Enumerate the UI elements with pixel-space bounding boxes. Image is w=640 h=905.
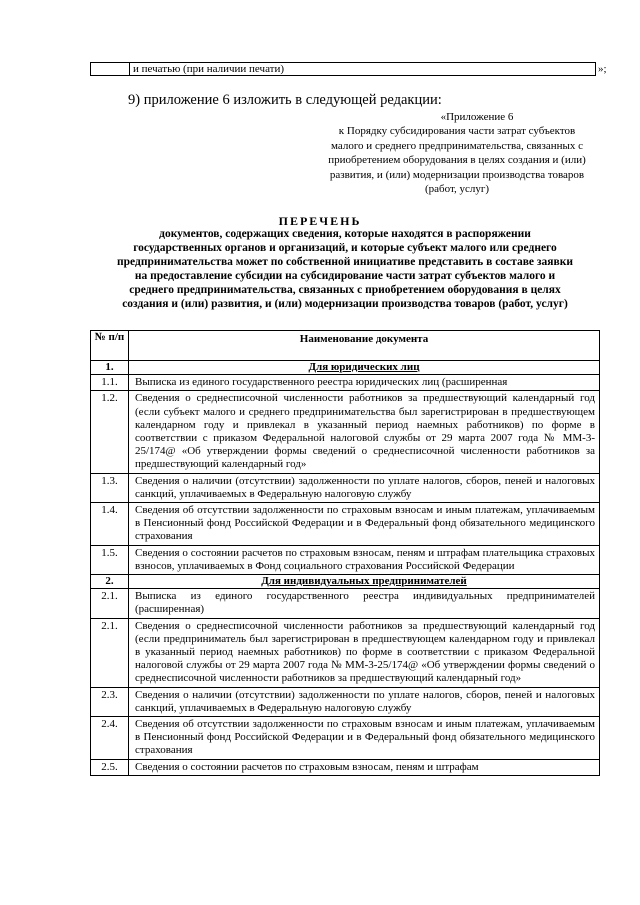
subtitle-line-6: создания и (или) развития, и (или) модернизации производства товаров (работ, услуг) bbox=[122, 297, 568, 310]
subtitle-line-4: на предоставление субсидии на субсидирование части затрат субъектов малого и bbox=[134, 269, 556, 282]
appendix-line-6: (работ, услуг) bbox=[424, 183, 490, 196]
row-text: Сведения о состоянии расчетов по страховым взносам, пеням и штрафам плательщика страховых взносов, уплачиваемых в Фонд социального страхования Российской Федерации bbox=[129, 545, 600, 574]
row-number: 2.5. bbox=[91, 759, 129, 775]
row-number: 1.3. bbox=[91, 473, 129, 502]
document-title: ПЕРЕЧЕНЬ bbox=[278, 214, 362, 228]
item-9-text: 9) приложение 6 изложить в следующей редакции: bbox=[128, 92, 442, 108]
row-number: 2.3. bbox=[91, 687, 129, 716]
subtitle-line-1: документов, содержащих сведения, которые находятся в распоряжении bbox=[159, 228, 531, 240]
documents-table bbox=[90, 330, 600, 776]
table-row bbox=[91, 717, 600, 760]
fragment-number-cell bbox=[91, 63, 130, 75]
appendix-line-3: малого и среднего предпринимательства, связанных с bbox=[330, 139, 584, 152]
fragment-closing-quote: »; bbox=[598, 63, 607, 75]
previous-table-fragment bbox=[90, 62, 596, 76]
row-text: Сведения о среднесписочной численности работников за предшествующий календарный год (если предприниматель был зарегистрирован в предшествующем календарном году и привлекал в указанный период наемных работников) по форме в соответствии с приказом Федеральной налоговой службы от 29 марта 2007 года № ММ-3-25/174@ «Об утверждении формы сведений о среднесписочной численности работников за предшествующий календарный год» bbox=[129, 618, 600, 687]
row-number: 1.2. bbox=[91, 391, 129, 473]
section-2-row bbox=[91, 575, 600, 589]
row-number: 2.1. bbox=[91, 589, 129, 618]
appendix-line-4: приобретением оборудования в целях создания и (или) bbox=[328, 154, 586, 167]
appendix-line-1: «Приложение 6 bbox=[440, 111, 514, 123]
document-subtitle bbox=[90, 228, 600, 311]
fragment-text: и печатью (при наличии печати) bbox=[133, 63, 285, 75]
row-number: 2.4. bbox=[91, 717, 129, 760]
subtitle-line-2: государственных органов и организаций, и которые субъект малого или среднего bbox=[133, 241, 557, 254]
appendix-line-2: к Порядку субсидирования части затрат субъектов bbox=[338, 125, 576, 138]
row-text: Выписка из единого государственного реестра юридических лиц (расширенная bbox=[129, 375, 600, 391]
table-row bbox=[91, 473, 600, 502]
table-row bbox=[91, 545, 600, 574]
table-row bbox=[91, 759, 600, 775]
row-number: 2.1. bbox=[91, 618, 129, 687]
table-row bbox=[91, 687, 600, 716]
table-row bbox=[91, 618, 600, 687]
row-number: 1.5. bbox=[91, 545, 129, 574]
section-1-number: 1. bbox=[91, 361, 129, 375]
table-row bbox=[91, 391, 600, 473]
table-header-row bbox=[91, 331, 600, 361]
row-text: Сведения об отсутствии задолженности по страховым взносам и иным платежам, уплачиваемым в Пенсионный фонд Российской Федерации и в Федеральный фонд обязательного медицинского страхования bbox=[129, 717, 600, 760]
row-text: Сведения о среднесписочной численности работников за предшествующий календарный год (если субъект малого и среднего предпринимательства был зарегистрирован в предшествующем календарном году и привлекал в указанный период наемных работников) по форме в соответствии с приказом Федеральной налоговой службы от 29 марта 2007 года № ММ-3-25/174@ «Об утверждении формы сведений о среднесписочной численности работников за предшествующий календарный год» bbox=[129, 391, 600, 473]
appendix-line-5: развития, и (или) модернизации производства товаров bbox=[329, 168, 585, 181]
row-text: Выписка из единого государственного реестра индивидуальных предпринимателей (расширенная) bbox=[129, 589, 600, 618]
section-2-number: 2. bbox=[91, 575, 129, 589]
section-1-title: Для юридических лиц bbox=[129, 361, 600, 375]
row-number: 1.4. bbox=[91, 503, 129, 546]
header-number: № п/п bbox=[91, 331, 129, 361]
row-text: Сведения о наличии (отсутствии) задолженности по уплате налогов, сборов, пеней и налоговых санкций, уплачиваемых в Федеральную налоговую службу bbox=[129, 687, 600, 716]
row-text: Сведения об отсутствии задолженности по страховым взносам и иным платежам, уплачиваемым в Пенсионный фонд Российской Федерации и в Федеральный фонд обязательного медицинского страхования bbox=[129, 503, 600, 546]
table-row bbox=[91, 589, 600, 618]
section-2-title: Для индивидуальных предпринимателей bbox=[129, 575, 600, 589]
row-text: Сведения о наличии (отсутствии) задолженности по уплате налогов, сборов, пеней и налоговых санкций, уплачиваемых в Федеральную налоговую службу bbox=[129, 473, 600, 502]
subtitle-line-3: предпринимательства может по собственной инициативе представить в составе заявки bbox=[117, 255, 573, 268]
table-row bbox=[91, 375, 600, 391]
table-row bbox=[91, 503, 600, 546]
header-document-name: Наименование документа bbox=[129, 331, 600, 361]
row-number: 1.1. bbox=[91, 375, 129, 391]
subtitle-line-5: среднего предпринимательства, связанных с приобретением оборудования в целях bbox=[129, 283, 561, 296]
appendix-header bbox=[300, 110, 614, 196]
row-text: Сведения о состоянии расчетов по страховым взносам, пеням и штрафам bbox=[129, 759, 600, 775]
section-1-row bbox=[91, 361, 600, 375]
